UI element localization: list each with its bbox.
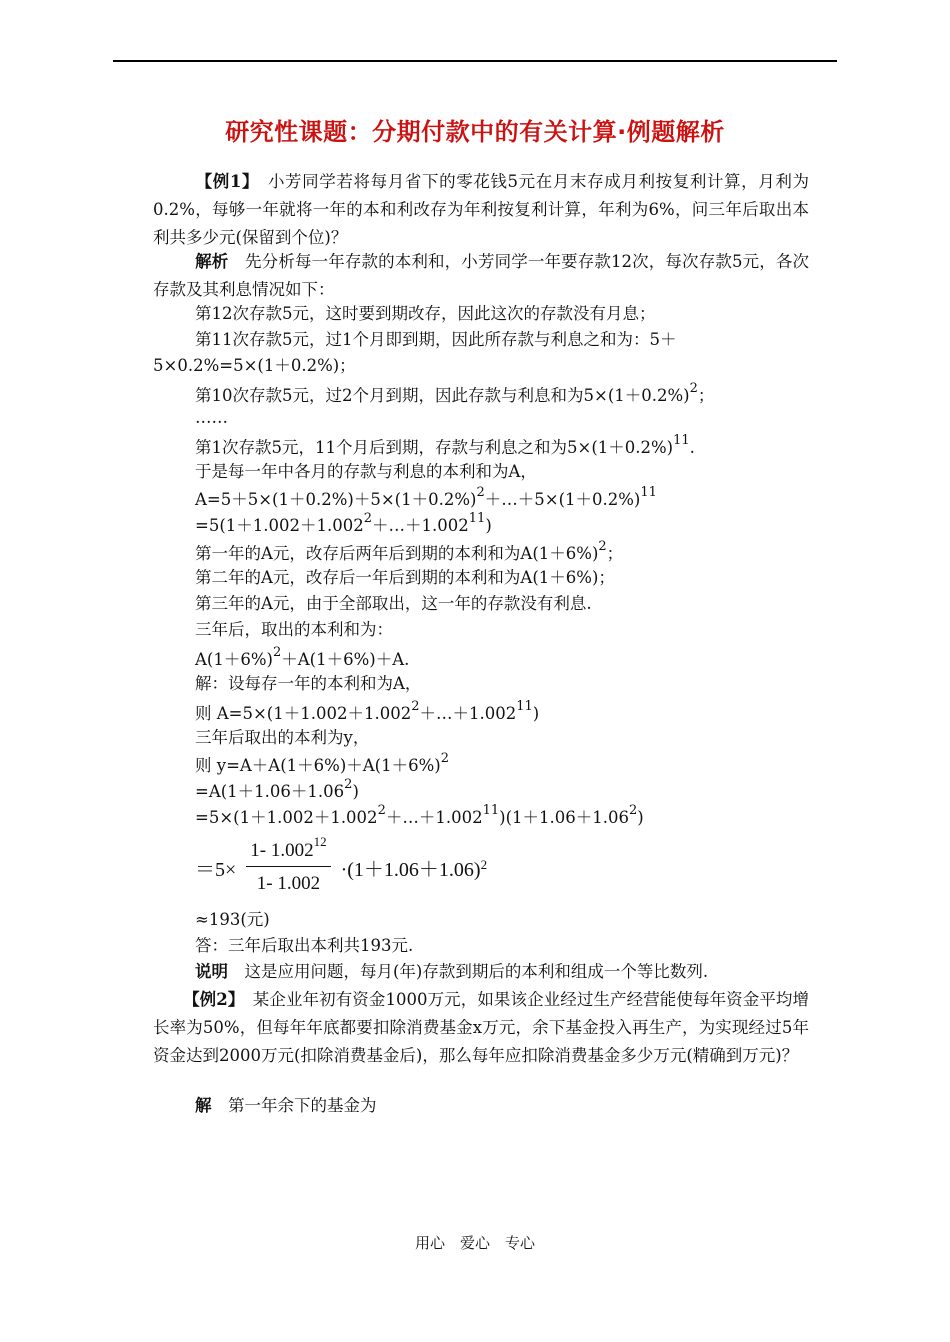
example2-sol-text: 第一年余下的基金为 [228,1096,377,1115]
sup: 2 [344,776,353,792]
deposit-line-11-cont: 5×0.2%=5×(1＋0.2%)； [153,356,356,375]
solution-y2 [195,776,359,804]
after-three-years: 三年后，取出的本利和为： [195,620,393,639]
deposit-line-10 [195,380,715,408]
analysis-text: 先分析每一年存款的本利和，小芳同学一年要存款12次，每次存款5元，各次存款及其利息情况如下： [153,252,809,299]
approx-result: ≈193(元) [195,910,270,929]
sup: 2 [440,750,450,766]
sup: 2 [377,802,386,818]
equation-a1 [195,484,657,512]
page-title: 研究性课题：分期付款中的有关计算·例题解析 [225,118,725,146]
sup: 11 [673,432,690,448]
analysis-label: 解析 [195,252,229,271]
sup: 2 [476,484,485,500]
deposit-line-1-text: 第1次存款5元，11个月后到期，存款与利息之和为5×(1＋0.2%) [195,438,674,457]
fraction-denominator: 1- 1.002 [256,873,321,894]
deposit-line-12: 第12次存款5元，这时要到期改存，因此这次的存款没有月息； [195,304,656,323]
sup: 11 [482,802,500,818]
sup: 11 [640,484,657,500]
example1-analysis [153,248,809,304]
eq-part: 则 y=A＋A(1＋6%)＋A(1＋6%) [195,756,441,775]
year1-line [195,538,624,566]
num-text: 1- 1.002 [250,840,314,861]
deposit-line-11: 第11次存款5元，过1个月即到期，因此所存款与利息之和为：5＋ [195,330,677,349]
answer: 答：三年后取出本利共193元. [195,936,414,955]
eq-part: =5(1＋1.002＋1.002 [195,516,364,535]
eq-part: 第一年的A元，改存后两年后到期的本利和为A(1＋6%) [195,544,599,563]
page-footer: 用心 爱心 专心 [414,1234,535,1252]
eq-part: ) [485,516,492,535]
eq-part: ＋…＋1.002 [419,704,517,723]
sup: 2 [629,802,638,818]
eq-part: ＋…＋1.002 [372,516,469,535]
eq-part: ＋…＋5×(1＋0.2%) [484,490,641,509]
eq-part: ＋A(1＋6%)＋A. [281,650,410,669]
sup: 11 [516,698,533,714]
example1-problem-text: 小芳同学若将每月省下的零花钱5元在月末存成月利按复利计算，月利为0.2%，每够一年就将一年的本和利改存为年利按复利计算，年利为6%，问三年后取出本利共多少元(保留到个位)？ [153,172,810,247]
example1-problem [153,168,809,252]
note [195,960,708,984]
punct: . [689,438,695,457]
sum-intro: 于是每一年中各月的存款与利息的本利和为A， [195,462,537,481]
eq-part: =5×(1＋1.002＋1.002 [195,808,378,827]
formula-rhs: ·(1＋1.06＋1.06) [340,859,481,881]
sup: 12 [313,833,327,849]
solution-y3 [195,802,644,830]
sup: 2 [411,698,420,714]
solution-intro: 解：设每存一年的本利和为A， [195,674,422,693]
sup: 2 [363,510,373,526]
eq-part: =A(1＋1.06＋1.06 [195,782,345,801]
sup: 2 [598,538,607,554]
example2-solution [195,1094,377,1118]
eq-part: ) [637,808,644,827]
fraction [246,833,330,895]
fraction-numerator [246,833,330,867]
deposit-line-10-text: 第10次存款5元，过2个月到期，因此存款与利息和为5×(1＋0.2%) [195,386,690,405]
sup: 11 [468,510,486,526]
example2-problem-text: 某企业年初有资金1000万元，如果该企业经过生产经营能使每年资金平均增长率为50%，但每年年底都要扣除消费基金x万元，余下基金投入再生产，为实现经过5年资金达到2000万元(扣除消费基金后)，那么每年应扣除消费基金多少万元(精确到万元)？ [153,990,810,1065]
fraction-formula: ＝5× $\frac{1- 1.002^{12}}{1- 1.002}$ ·(1＋1.06＋1.06) $^2$ [195,833,488,894]
total-line [195,644,410,672]
eq-part: ) [532,704,540,723]
solution-y-intro: 三年后取出的本利为y， [195,728,370,747]
solution-y1 [195,750,450,778]
eq-part: )(1＋1.06＋1.06 [499,808,629,827]
note-label: 说明 [195,962,228,981]
eq-part: ； [606,544,624,563]
example2-problem [153,986,809,1070]
eq-part: A(1＋6%) [195,650,273,669]
eq-part: 则 A=5×(1＋1.002＋1.002 [195,704,412,723]
punct: ； [697,386,715,405]
example1-label: 【例1】 [195,172,251,191]
example2-sol-label: 解 [195,1096,212,1115]
deposit-line-1 [195,432,695,460]
solution-a [195,698,540,726]
eq-part: A=5＋5×(1＋0.2%)＋5×(1＋0.2%) [195,490,477,509]
formula-lhs: ＝5× [195,859,237,881]
year3-line: 第三年的A元，由于全部取出，这一年的存款没有利息. [195,594,592,613]
year2-line: 第二年的A元，改存后一年后到期的本利和为A(1＋6%)； [195,568,615,587]
sup: 2 [272,644,282,660]
example2-label: 【例2】 [183,990,237,1009]
equation-a2 [195,510,492,538]
header-rule [113,60,837,62]
sup: 2 [689,380,698,396]
note-text: 这是应用问题，每月(年)存款到期后的本利和组成一个等比数列. [244,962,709,981]
ellipsis: …… [195,408,228,427]
eq-part: ) [352,782,359,801]
eq-part: ＋…＋1.002 [385,808,483,827]
